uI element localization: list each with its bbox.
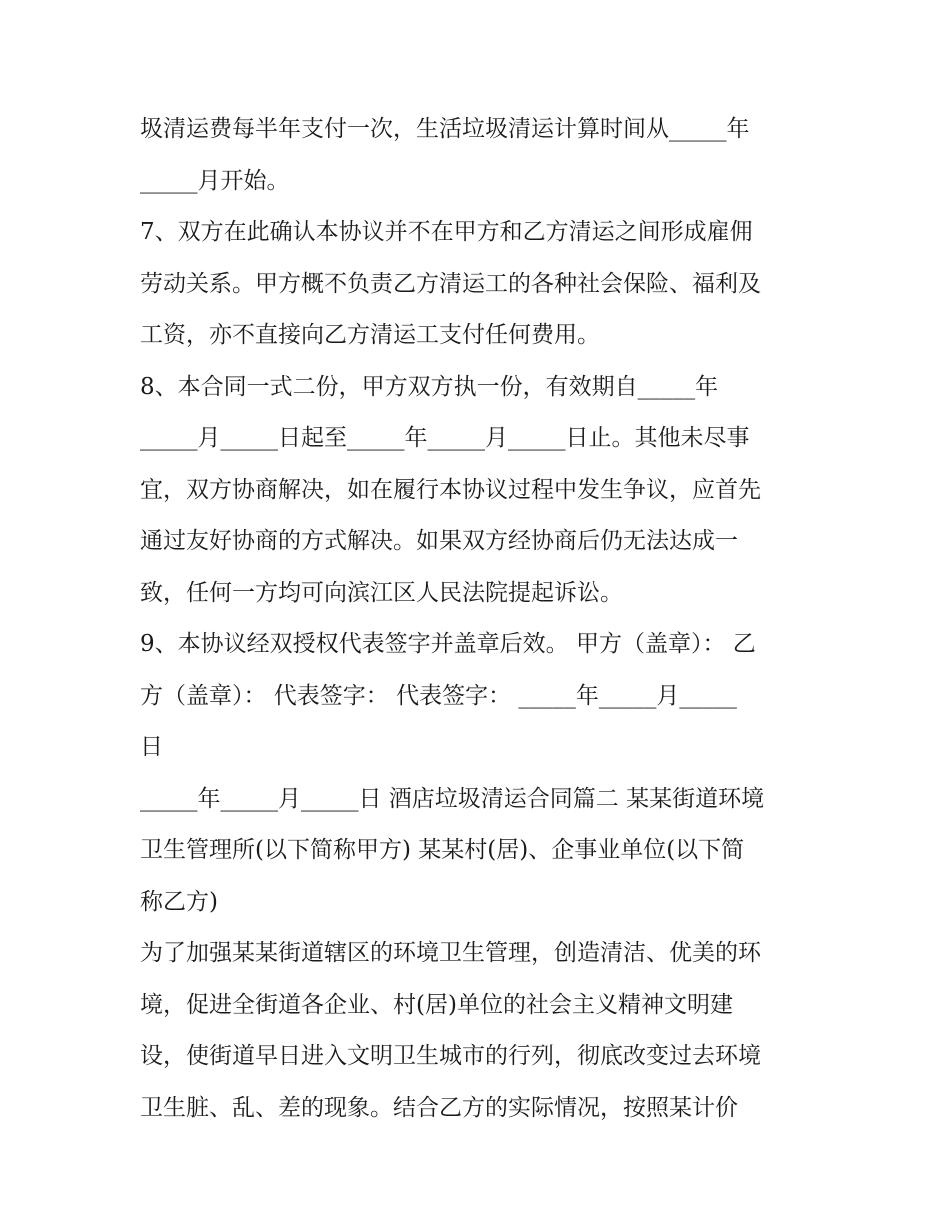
text-line: 境，促进全街道各企业、村(居)单位的社会主义精神文明建 [140, 991, 733, 1018]
text-line: 9、本协议经双授权代表签字并盖章后效。 甲方（盖章）： 乙 [140, 631, 756, 657]
document-body [140, 104, 820, 1134]
text-line: 卫生管理所(以下简称甲方) 某某村(居)、企事业单位(以下简 [140, 837, 745, 863]
text-line: 致，任何一方均可向滨江区人民法院提起诉讼。 [140, 579, 623, 606]
text-line: 卫生脏、乱、差的现象。结合乙方的实际情况，按照某计价 [140, 1094, 738, 1121]
text-line: 圾清运费每半年支付一次，生活垃圾清运计算时间从_____年 [140, 116, 750, 142]
text-line: 称乙方) [140, 888, 218, 915]
text-line: 通过友好协商的方式解决。如果双方经协商后仍无法达成一 [140, 528, 738, 554]
text-line: _____月_____日起至_____年_____月_____日止。其他未尽事 [140, 425, 750, 451]
text-line: 工资，亦不直接向乙方清运工支付任何费用。 [140, 322, 600, 348]
text-line: _____月开始。 [140, 167, 290, 194]
text-line: 劳动关系。甲方概不负责乙方清运工的各种社会保险、福利及 [140, 270, 761, 297]
text-line: 8、本合同一式二份，甲方双方执一份，有效期自_____年 [140, 373, 719, 400]
text-line: 7、双方在此确认本协议并不在甲方和乙方清运之间形成雇佣 [140, 219, 753, 245]
text-line: _____年_____月_____日 酒店垃圾清运合同篇二 某某街道环境 [140, 785, 765, 812]
text-line: 日 [140, 734, 163, 760]
text-line: 设，使街道早日进入文明卫生城市的行列，彻底改变过去环境 [140, 1043, 761, 1069]
text-line: 方（盖章）： 代表签字： 代表签字： _____年_____月_____ [140, 682, 737, 709]
text-line: 为了加强某某街道辖区的环境卫生管理，创造清洁、优美的环 [140, 940, 761, 966]
text-line: 宜，双方协商解决，如在履行本协议过程中发生争议，应首先 [140, 476, 761, 503]
